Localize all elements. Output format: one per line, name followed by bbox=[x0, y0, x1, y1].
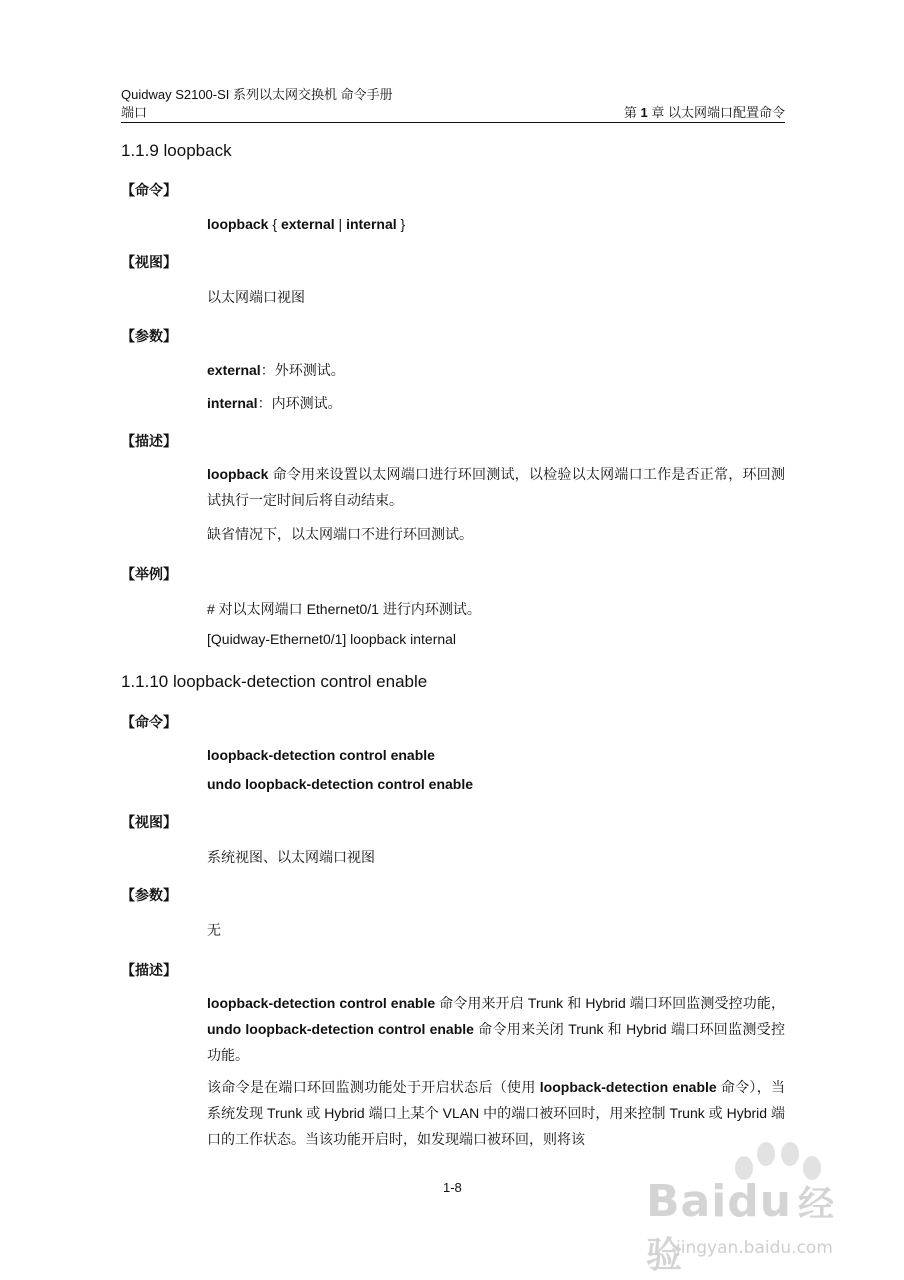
description-paragraph-3: 该命令是在端口环回监测功能处于开启状态后（使用 loopback-detection enable 命令），当系统发现 Trunk 或 Hybrid 端口上某个 VLAN 中的端口被环回时，用来控制 Trunk 或 Hybrid 端口的工作状态。当该功能开启时，如发现端口被环回，则将该 bbox=[207, 1079, 785, 1147]
example-command: [Quidway-Ethernet0/1] loopback internal bbox=[207, 631, 457, 647]
param-tag: 【参数】 bbox=[121, 328, 177, 344]
description-paragraph: loopback 命令用来设置以太网端口进行环回测试，以检验以太网端口工作是否正常，环回测试执行一定时间后将自动结束。 bbox=[207, 466, 785, 508]
command-syntax: loopback { external | internal } bbox=[207, 216, 406, 232]
command-enable: loopback-detection control enable bbox=[207, 747, 435, 763]
view-tag-2: 【视图】 bbox=[121, 814, 177, 830]
watermark-url: jingyan.baidu.com bbox=[676, 1238, 833, 1258]
header-section: 端口 bbox=[121, 105, 148, 120]
command-tag: 【命令】 bbox=[121, 182, 177, 198]
description-tag: 【描述】 bbox=[121, 433, 177, 449]
section-title-loopback-detection: 1.1.10 loopback-detection control enable bbox=[121, 672, 428, 691]
section-title-loopback: 1.1.9 loopback bbox=[121, 141, 232, 160]
command-tag-2: 【命令】 bbox=[121, 714, 177, 730]
param-internal: internal：内环测试。 bbox=[207, 395, 342, 411]
baidu-watermark bbox=[640, 1140, 860, 1276]
example-comment: # 对以太网端口 Ethernet0/1 进行内环测试。 bbox=[207, 601, 481, 617]
description-paragraph-2: loopback-detection control enable 命令用来开启 Trunk 和 Hybrid 端口环回监测受控功能，undo loopback-detection control enable 命令用来关闭 Trunk 和 Hybrid 端口环回监测受控功能。 bbox=[207, 995, 786, 1063]
page-number: 1-8 bbox=[443, 1180, 462, 1195]
param-tag-2: 【参数】 bbox=[121, 887, 177, 903]
example-tag: 【举例】 bbox=[121, 566, 177, 582]
header-rule bbox=[121, 122, 785, 123]
description-default: 缺省情况下，以太网端口不进行环回测试。 bbox=[207, 526, 473, 542]
param-none: 无 bbox=[207, 922, 221, 938]
command-undo: undo loopback-detection control enable bbox=[207, 776, 474, 792]
watermark-brand: Baidu 经验 bbox=[646, 1176, 836, 1276]
header-title: Quidway S2100-SI 系列以太网交换机 命令手册 bbox=[121, 87, 393, 102]
view-text: 以太网端口视图 bbox=[207, 289, 305, 305]
description-tag-2: 【描述】 bbox=[121, 962, 177, 978]
header-chapter: 第 1 章 以太网端口配置命令 bbox=[623, 105, 785, 120]
param-external: external：外环测试。 bbox=[207, 362, 345, 378]
view-tag: 【视图】 bbox=[121, 254, 177, 270]
view-text-2: 系统视图、以太网端口视图 bbox=[207, 849, 375, 865]
